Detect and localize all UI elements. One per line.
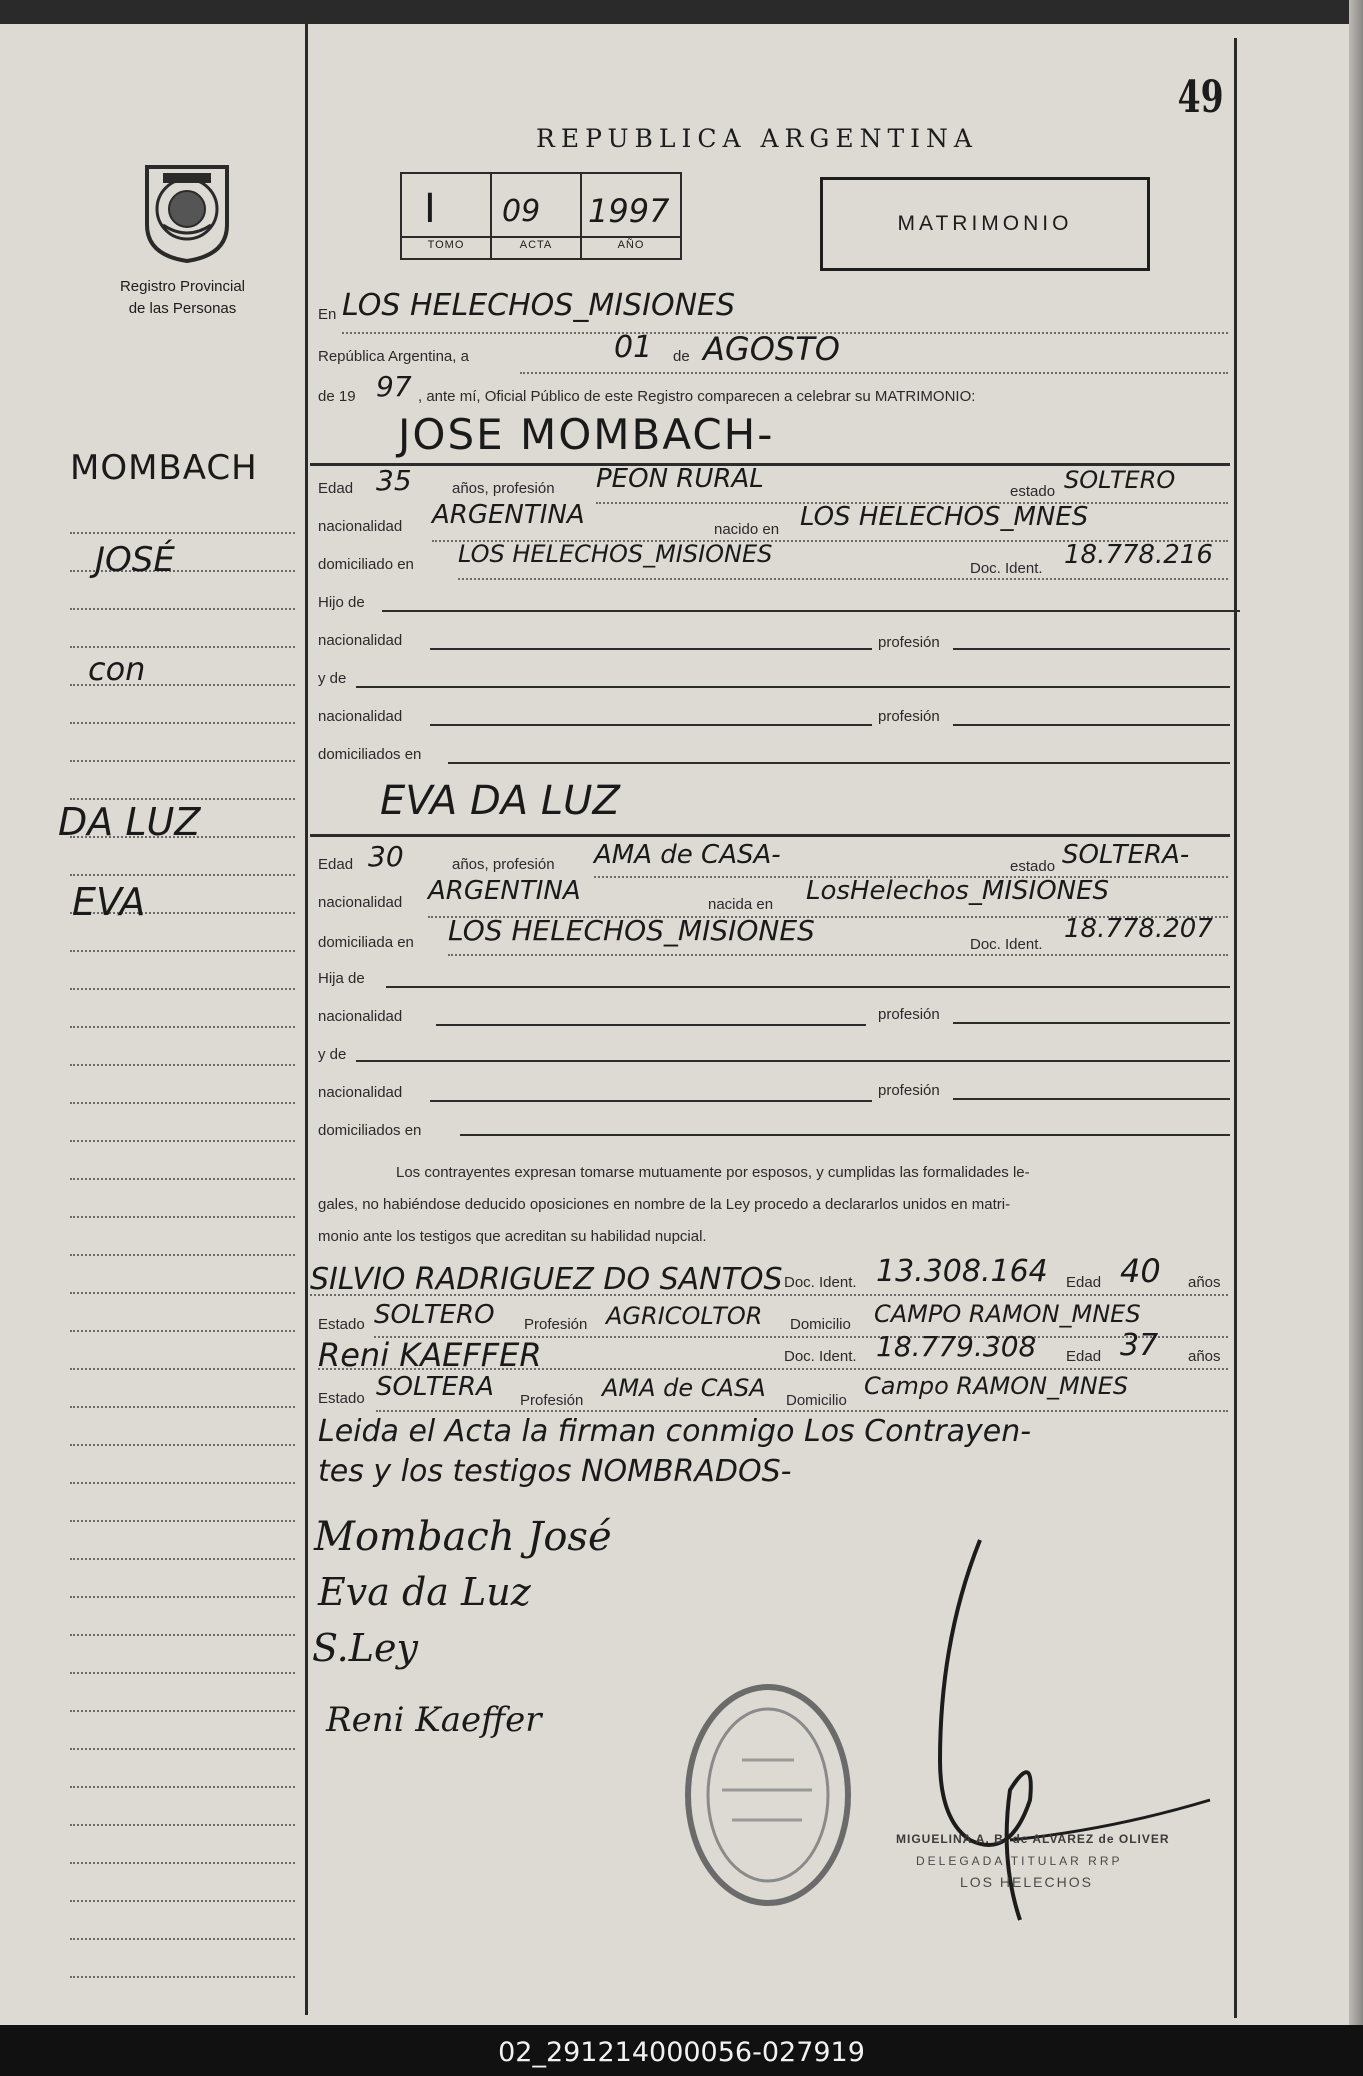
- anos-profesion-label-2: años, profesión: [452, 856, 555, 873]
- nacionalidad-label-2: nacionalidad: [318, 632, 403, 649]
- intro-day: 01: [614, 330, 653, 365]
- domiciliado-label: domiciliado en: [318, 556, 414, 573]
- witness1-domicile: CAMPO RAMON_MNES: [874, 1300, 1141, 1328]
- signature-groom: Mombach José: [314, 1514, 612, 1560]
- left-column-rule: [305, 20, 308, 2015]
- bride-domicile: LOS HELECHOS_MISIONES: [448, 914, 815, 947]
- country-heading: REPUBLICA ARGENTINA: [536, 124, 978, 153]
- anos-profesion-label: años, profesión: [452, 480, 555, 497]
- doc-ident-label-2: Doc. Ident.: [970, 936, 1043, 953]
- acta-box: [400, 172, 682, 260]
- declaration-line1: Los contrayentes expresan tomarse mutuamente por esposos, y cumplidas las formalidades le-: [396, 1164, 1030, 1181]
- closing-line2: tes y los testigos NOMBRADOS-: [318, 1454, 792, 1489]
- doc-ident-label: Doc. Ident.: [970, 560, 1043, 577]
- page-number: 49: [1177, 72, 1224, 123]
- profesion-label: profesión: [878, 634, 940, 651]
- domicilio-label-2: Domicilio: [786, 1392, 847, 1409]
- witness1-age: 40: [1120, 1252, 1161, 1290]
- year-suffix: 97: [376, 370, 412, 403]
- ano-value: 1997: [588, 192, 670, 230]
- record-type: MATRIMONIO: [897, 212, 1073, 235]
- groom-age: 35: [376, 464, 412, 497]
- bride-profession: AMA de CASA-: [594, 840, 781, 870]
- groom-doc: 18.778.216: [1064, 540, 1213, 570]
- witness1-doc: 13.308.164: [876, 1254, 1048, 1289]
- signature-witness1: S.Ley: [312, 1626, 418, 1670]
- edad-label-2: Edad: [318, 856, 354, 873]
- profesion-cap-label-2: Profesión: [520, 1392, 584, 1409]
- bride-estado: SOLTERA-: [1062, 840, 1190, 870]
- witness2-domicile: Campo RAMON_MNES: [864, 1372, 1129, 1400]
- groom-birthplace: LOS HELECHOS_MNES: [800, 502, 1089, 532]
- declaration-line2: gales, no habiéndose deducido oposiciones en nombre de la Ley procedo a declararlos unidos en matri-: [318, 1196, 1011, 1213]
- nacionalidad-label-5: nacionalidad: [318, 1008, 403, 1025]
- groom-domicile: LOS HELECHOS_MISIONES: [458, 540, 773, 568]
- stamp-line2: DELEGADA TITULAR RRP: [916, 1854, 1123, 1868]
- signature-witness2: Reni Kaeffer: [326, 1700, 542, 1740]
- official-signature-icon: [860, 1530, 1230, 1930]
- groom-name: JOSE MOMBACH-: [398, 410, 775, 459]
- y-de-label: y de: [318, 670, 347, 687]
- margin-name1: JOSÉ: [95, 540, 175, 580]
- nacida-en-label: nacida en: [708, 896, 774, 913]
- witness2-profession: AMA de CASA: [602, 1374, 766, 1402]
- groom-estado: SOLTERO: [1064, 466, 1176, 494]
- declaration-line3: monio ante los testigos que acreditan su habilidad nupcial.: [318, 1228, 707, 1245]
- y-de-label-2: y de: [318, 1046, 347, 1063]
- stamp-line3: LOS HELECHOS: [960, 1874, 1093, 1890]
- republica-label: República Argentina, a: [318, 348, 469, 365]
- closing-line1: Leida el Acta la firman conmigo Los Contrayen-: [318, 1414, 1032, 1449]
- de-label: de: [673, 348, 690, 365]
- nacionalidad-label-4: nacionalidad: [318, 894, 403, 911]
- margin-con: con: [88, 650, 146, 688]
- nacionalidad-label-6: nacionalidad: [318, 1084, 403, 1101]
- edad-label-4: Edad: [1066, 1348, 1102, 1365]
- domiciliados-label-2: domiciliados en: [318, 1122, 422, 1139]
- estado-label-3: Estado: [318, 1316, 365, 1333]
- witness2-age: 37: [1120, 1328, 1159, 1363]
- intro-month: AGOSTO: [703, 330, 840, 368]
- anos-label: años: [1188, 1274, 1221, 1291]
- registry-line2: de las Personas: [128, 300, 237, 317]
- edad-label-3: Edad: [1066, 1274, 1102, 1291]
- domiciliados-label: domiciliados en: [318, 746, 422, 763]
- profesion-cap-label: Profesión: [524, 1316, 588, 1333]
- witness2-estado: SOLTERA: [376, 1372, 494, 1402]
- bride-name: EVA DA LUZ: [380, 778, 620, 824]
- margin-surname2: DA LUZ: [58, 800, 201, 844]
- hijo-de-label: Hijo de: [318, 594, 365, 611]
- doc-ident-label-4: Doc. Ident.: [784, 1348, 857, 1365]
- margin-surname1: MOMBACH: [70, 448, 258, 488]
- footer-document-id: 02_291214000056-027919: [498, 2037, 865, 2068]
- ano-label: AÑO: [617, 239, 645, 251]
- tomo-value: I: [424, 186, 436, 232]
- profesion-label-4: profesión: [878, 1082, 940, 1099]
- witness2-name: Reni KAEFFER: [318, 1336, 542, 1374]
- domicilio-label: Domicilio: [790, 1316, 851, 1333]
- witness1-name: SILVIO RADRIGUEZ DO SANTOS: [310, 1262, 783, 1297]
- nacionalidad-label: nacionalidad: [318, 518, 403, 535]
- right-margin-rule: [1234, 38, 1237, 2018]
- estado-label-4: Estado: [318, 1390, 365, 1407]
- signature-bride: Eva da Luz: [318, 1570, 531, 1614]
- hija-de-label: Hija de: [318, 970, 365, 987]
- doc-ident-label-3: Doc. Ident.: [784, 1274, 857, 1291]
- margin-name2: EVA: [72, 880, 146, 924]
- estado-label: estado: [1010, 483, 1056, 500]
- witness1-profession: AGRICOLTOR: [606, 1302, 763, 1330]
- anos-label-2: años: [1188, 1348, 1221, 1365]
- domiciliada-label: domiciliada en: [318, 934, 414, 951]
- registry-line1: Registro Provincial: [119, 278, 246, 295]
- nacido-en-label: nacido en: [714, 521, 780, 538]
- witness2-doc: 18.779.308: [876, 1330, 1037, 1363]
- groom-profession: PEON RURAL: [596, 464, 764, 494]
- profesion-label-3: profesión: [878, 1006, 940, 1023]
- bride-birthplace: LosHelechos_MISIONES: [806, 876, 1110, 906]
- en-label: En: [318, 306, 337, 323]
- acta-label: ACTA: [519, 239, 553, 251]
- year-prefix: de 19: [318, 388, 356, 405]
- province-seal-icon: [133, 155, 241, 263]
- bride-age: 30: [368, 840, 404, 873]
- edad-label: Edad: [318, 480, 354, 497]
- intro-text: , ante mí, Oficial Público de este Registro comparecen a celebrar su MATRIMONIO:: [418, 388, 976, 405]
- intro-place: LOS HELECHOS_MISIONES: [342, 288, 736, 323]
- registry-stamp-icon: [682, 1680, 854, 1910]
- nacionalidad-label-3: nacionalidad: [318, 708, 403, 725]
- tomo-label: TOMO: [427, 239, 465, 251]
- bride-nationality: ARGENTINA: [428, 876, 581, 906]
- acta-value: 09: [502, 194, 541, 229]
- witness1-estado: SOLTERO: [374, 1300, 495, 1330]
- footer-bar: [0, 2025, 1363, 2076]
- profesion-label-2: profesión: [878, 708, 940, 725]
- record-type-box: [820, 177, 1150, 271]
- bride-doc: 18.778.207: [1064, 914, 1213, 944]
- estado-label-2: estado: [1010, 858, 1056, 875]
- stamp-line1: MIGUELINA A. B. de ALVAREZ de OLIVER: [896, 1832, 1170, 1846]
- groom-nationality: ARGENTINA: [432, 500, 585, 530]
